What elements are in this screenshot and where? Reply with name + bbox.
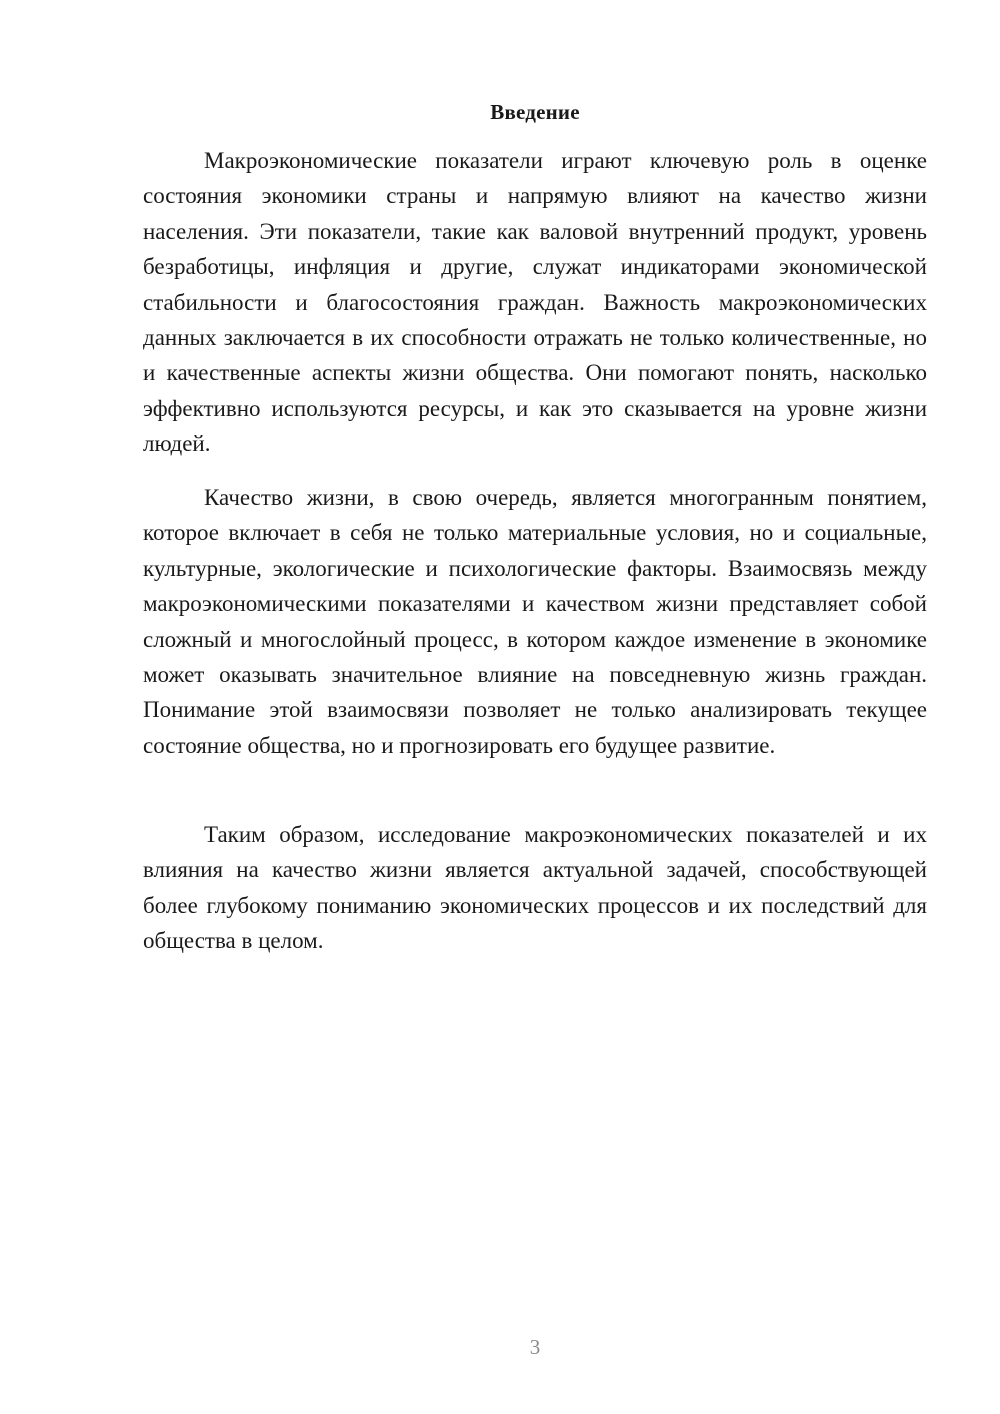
paragraph: Макроэкономические показатели играют ключевую роль в оценке состояния экономики страны и напрямую влияют на качество жизни населения. Эти показатели, такие как валовой внутренний продукт, уровень безработицы, инфляция и другие, служат индикаторами экономической стабильности и благосостояния граждан. Важность макроэкономических данных заключается в их способности отражать не только количественные, но и качественные аспекты жизни общества. Они помогают понять, насколько эффективно используются ресурсы, и как это сказывается на уровне жизни людей. <box>143 148 927 457</box>
paragraph: Таким образом, исследование макроэкономических показателей и их влияния на качество жизни является актуальной задачей, способствующей более глубокому пониманию экономических процессов и их последствий для общества в целом. <box>143 822 927 954</box>
paragraph-1-block <box>143 143 927 462</box>
page-number: 3 <box>529 1335 541 1359</box>
paragraph: Качество жизни, в свою очередь, является многогранным понятием, которое включает в себя не только материальные условия, но и социальные, культурные, экологические и психологические факторы. Взаимосвязь между макроэкономическими показателями и качеством жизни представляет собой сложный и многослойный процесс, в котором каждое изменение в экономике может оказывать значительное влияние на повседневную жизнь граждан. Понимание этой взаимосвязи позволяет не только анализировать текущее состояние общества, но и прогнозировать его будущее развитие. <box>143 485 927 758</box>
section-title: Введение <box>490 100 580 124</box>
paragraph-2-block <box>143 480 927 763</box>
paragraph-3-block <box>143 817 927 959</box>
